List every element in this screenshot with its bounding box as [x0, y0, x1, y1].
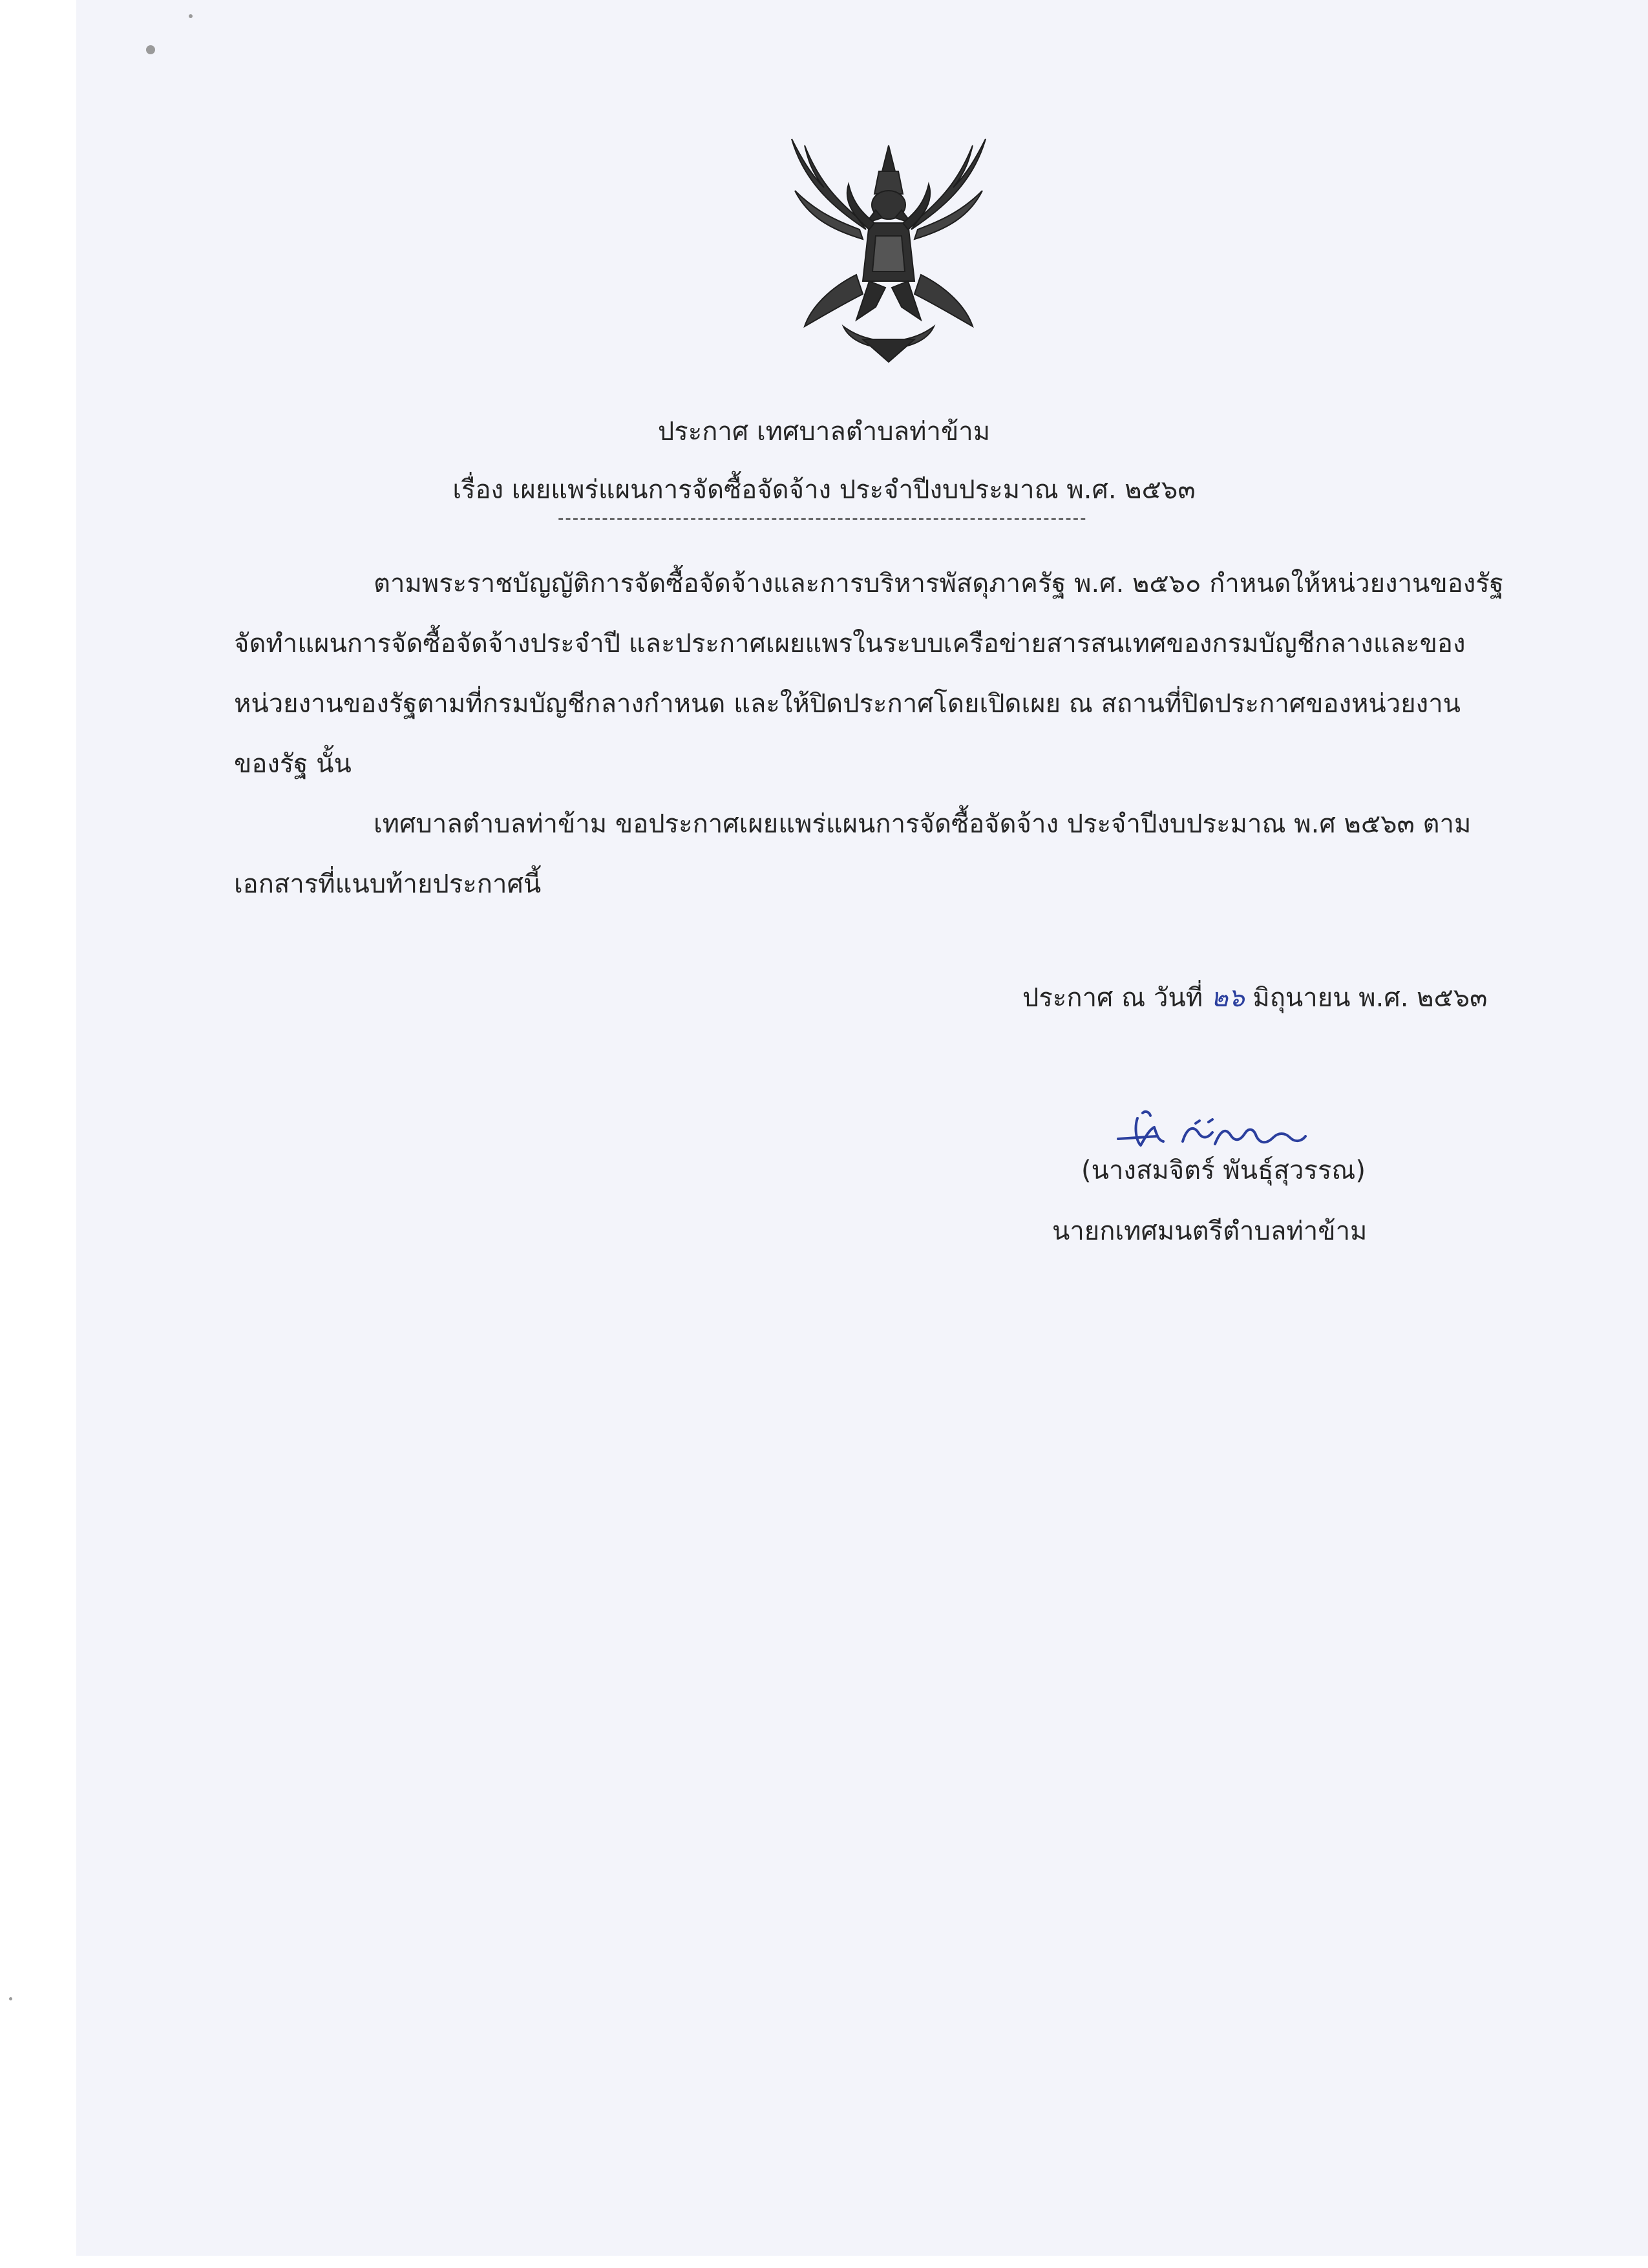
- scan-margin: [0, 0, 76, 2268]
- paragraph-2-line-1: เทศบาลตำบลท่าข้าม ขอประกาศเผยแพร่แผนการจัดซื้อจัดจ้าง ประจำปีงบประมาณ พ.ศ ๒๕๖๓ ตาม: [374, 809, 1472, 839]
- garuda-emblem: [779, 132, 998, 365]
- scan-margin-bottom: [0, 2256, 1648, 2268]
- paragraph-1-line-2: จัดทำแผนการจัดซื้อจัดจ้างประจำปี และประกาศเผยแพรในระบบเครือข่ายสารสนเทศของกรมบัญชีกลางและของ: [234, 629, 1466, 659]
- separator-line: ------------------------------------------------------------------------: [558, 512, 1088, 525]
- date-prefix: ประกาศ ณ วันที่: [1022, 983, 1203, 1013]
- announcement-title: ประกาศ เทศบาลตำบลท่าข้าม: [657, 417, 991, 447]
- paragraph-1-line-1: ตามพระราชบัญญัติการจัดซื้อจัดจ้างและการบริหารพัสดุภาครัฐ พ.ศ. ๒๕๖๐ กำหนดให้หน่วยงานของรัฐ: [374, 569, 1504, 599]
- paragraph-1-line-4: ของรัฐ นั้น: [234, 749, 352, 779]
- handwritten-signature: [1112, 1099, 1312, 1157]
- date-line: [1022, 980, 1488, 1016]
- paragraph-1-line-3: หน่วยงานของรัฐตามที่กรมบัญชีกลางกำหนด และให้ปิดประกาศโดยเปิดเผย ณ สถานที่ปิดประกาศของหน่วยงาน: [234, 689, 1461, 719]
- paragraph-2-line-2: เอกสารที่แนบท้ายประกาศนี้: [234, 869, 542, 899]
- date-suffix: มิถุนายน พ.ศ. ๒๕๖๓: [1252, 983, 1488, 1013]
- signatory-position: นายกเทศมนตรีตำบลท่าข้าม: [1052, 1216, 1368, 1246]
- scan-speck: [146, 45, 155, 54]
- signatory-name: (นางสมจิตร์ พันธุ์สุวรรณ): [1081, 1156, 1366, 1185]
- announcement-subject: เรื่อง เผยแพร่แผนการจัดซื้อจัดจ้าง ประจำปีงบประมาณ พ.ศ. ๒๕๖๓: [452, 475, 1196, 505]
- scan-speck: [9, 1997, 12, 2000]
- date-day-handwritten: ๒๖: [1210, 983, 1245, 1013]
- scan-speck: [189, 14, 193, 18]
